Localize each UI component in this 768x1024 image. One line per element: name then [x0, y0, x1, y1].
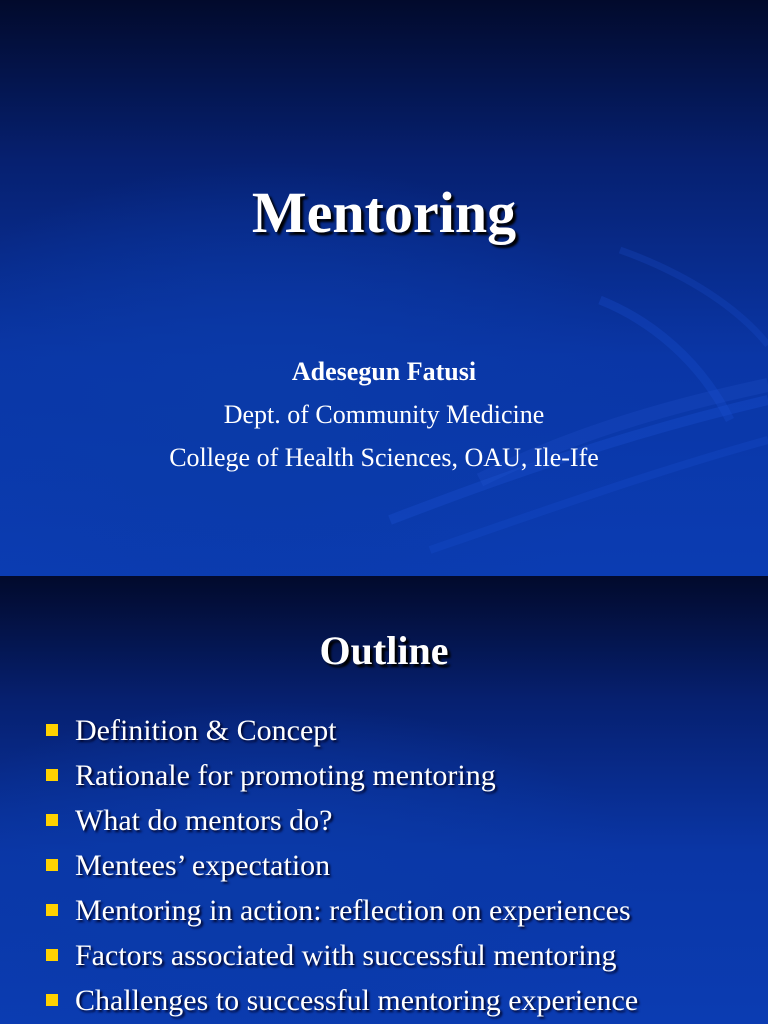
list-item-text: Definition & Concept: [75, 714, 337, 747]
square-bullet-icon: [46, 859, 58, 871]
list-item: [46, 978, 638, 1023]
list-item: [46, 888, 638, 933]
author-name: Adesegun Fatusi: [291, 357, 477, 386]
square-bullet-icon: [46, 769, 58, 781]
outline-list: [46, 708, 638, 1023]
slide-title: Mentoring: [251, 180, 517, 245]
list-item: [46, 753, 638, 798]
list-item-text: Mentees’ expectation: [75, 849, 331, 882]
square-bullet-icon: [46, 904, 58, 916]
outline-slide: [0, 576, 768, 1024]
institution-name: College of Health Sciences, OAU, Ile-Ife: [169, 443, 599, 472]
list-item: [46, 798, 638, 843]
square-bullet-icon: [46, 724, 58, 736]
list-item-text: Challenges to successful mentoring experience: [75, 984, 639, 1017]
square-bullet-icon: [46, 949, 58, 961]
list-item: [46, 843, 638, 888]
list-item-text: What do mentors do?: [75, 804, 333, 837]
list-item: [46, 933, 638, 978]
list-item: [46, 708, 638, 753]
list-item-text: Rationale for promoting mentoring: [75, 759, 496, 792]
square-bullet-icon: [46, 994, 58, 1006]
author-block: [0, 350, 768, 479]
square-bullet-icon: [46, 814, 58, 826]
list-item-text: Factors associated with successful mentoring: [75, 939, 617, 972]
list-item-text: Mentoring in action: reflection on experiences: [75, 894, 631, 927]
department-name: Dept. of Community Medicine: [223, 400, 545, 429]
outline-title: Outline: [319, 628, 449, 673]
